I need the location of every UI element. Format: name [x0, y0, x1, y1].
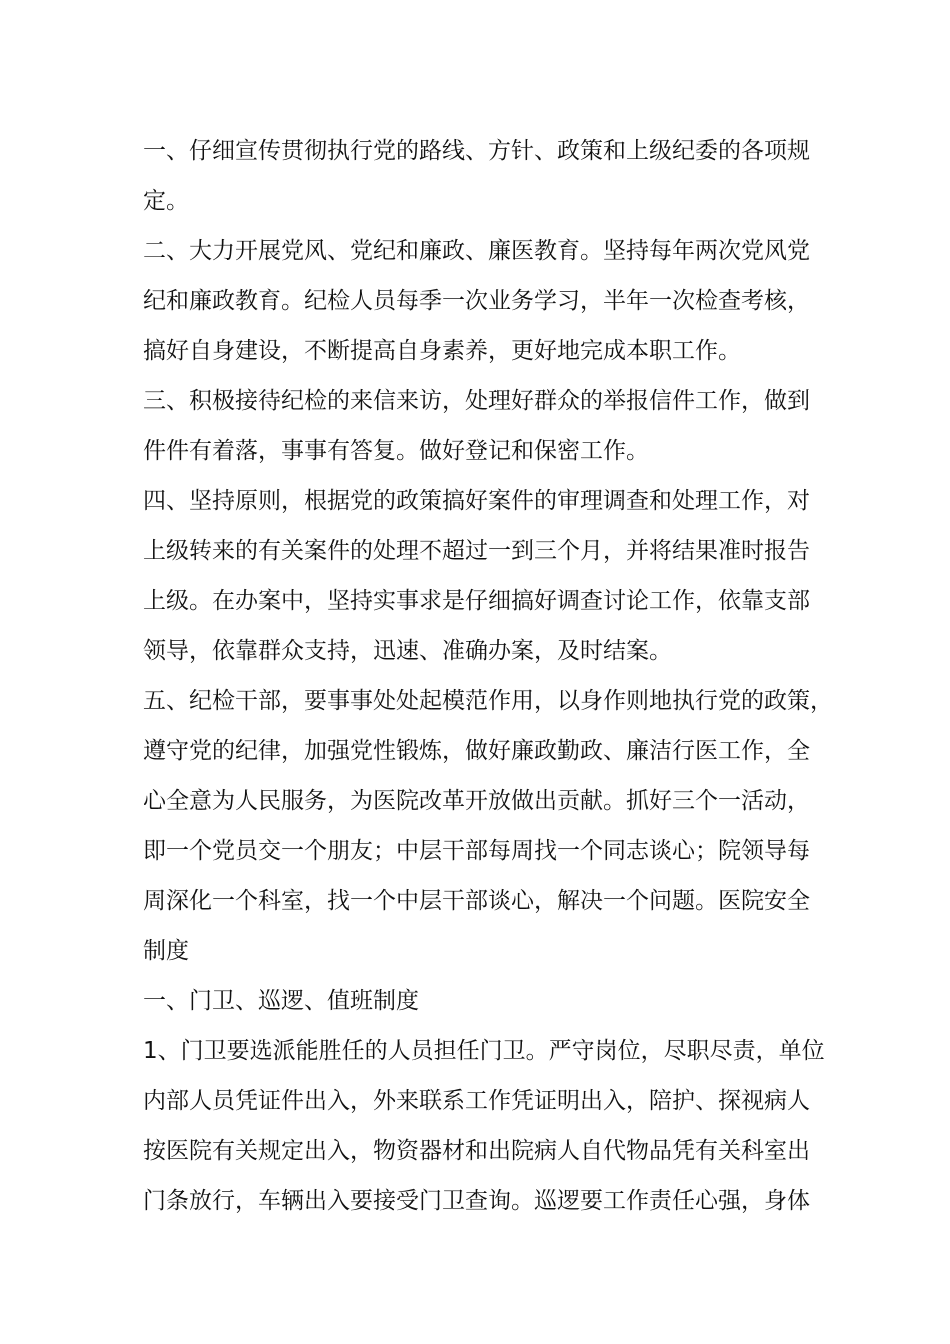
text-line: 上级。在办案中，坚持实事求是仔细搞好调查讨论工作，依靠支部: [143, 588, 810, 614]
text-line: 遵守党的纪律，加强党性锻炼，做好廉政勤政、廉洁行医工作，全: [143, 738, 810, 764]
text-line: 周深化一个科室，找一个中层干部谈心，解决一个问题。医院安全: [143, 888, 810, 914]
text-line: 二、大力开展党风、党纪和廉政、廉医教育。坚持每年两次党风党: [143, 238, 810, 264]
text-line: 心全意为人民服务，为医院改革开放做出贡献。抓好三个一活动，: [143, 788, 810, 814]
text-line: 按医院有关规定出入，物资器材和出院病人自代物品凭有关科室出: [143, 1138, 810, 1164]
text-line: 领导，依靠群众支持，迅速、准确办案，及时结案。: [143, 638, 672, 664]
text-line: 四、坚持原则，根据党的政策搞好案件的审理调查和处理工作，对: [143, 488, 810, 514]
document-body: [143, 126, 833, 1226]
text-line: 即一个党员交一个朋友；中层干部每周找一个同志谈心；院领导每: [143, 838, 810, 864]
text-line: 制度: [143, 938, 189, 964]
text-line: 纪和廉政教育。纪检人员每季一次业务学习，半年一次检查考核，: [143, 288, 810, 314]
text-line: 一、仔细宣传贯彻执行党的路线、方针、政策和上级纪委的各项规: [143, 138, 810, 164]
text-line: 五、纪检干部，要事事处处起模范作用，以身作则地执行党的政策，: [143, 688, 833, 714]
text-line: 三、积极接待纪检的来信来访，处理好群众的举报信件工作，做到: [143, 388, 810, 414]
text-line: 门条放行，车辆出入要接受门卫查询。巡逻要工作责任心强，身体: [143, 1188, 810, 1214]
text-line: 件件有着落，事事有答复。做好登记和保密工作。: [143, 438, 649, 464]
text-line: 一、门卫、巡逻、值班制度: [143, 988, 419, 1014]
text-line: 搞好自身建设，不断提高自身素养，更好地完成本职工作。: [143, 338, 741, 364]
text-line: 上级转来的有关案件的处理不超过一到三个月，并将结果准时报告: [143, 538, 810, 564]
text-line: 1、门卫要选派能胜任的人员担任门卫。严守岗位，尽职尽责，单位: [143, 1038, 825, 1064]
text-line: 定。: [143, 188, 189, 214]
text-line: 内部人员凭证件出入，外来联系工作凭证明出入，陪护、探视病人: [143, 1088, 810, 1114]
